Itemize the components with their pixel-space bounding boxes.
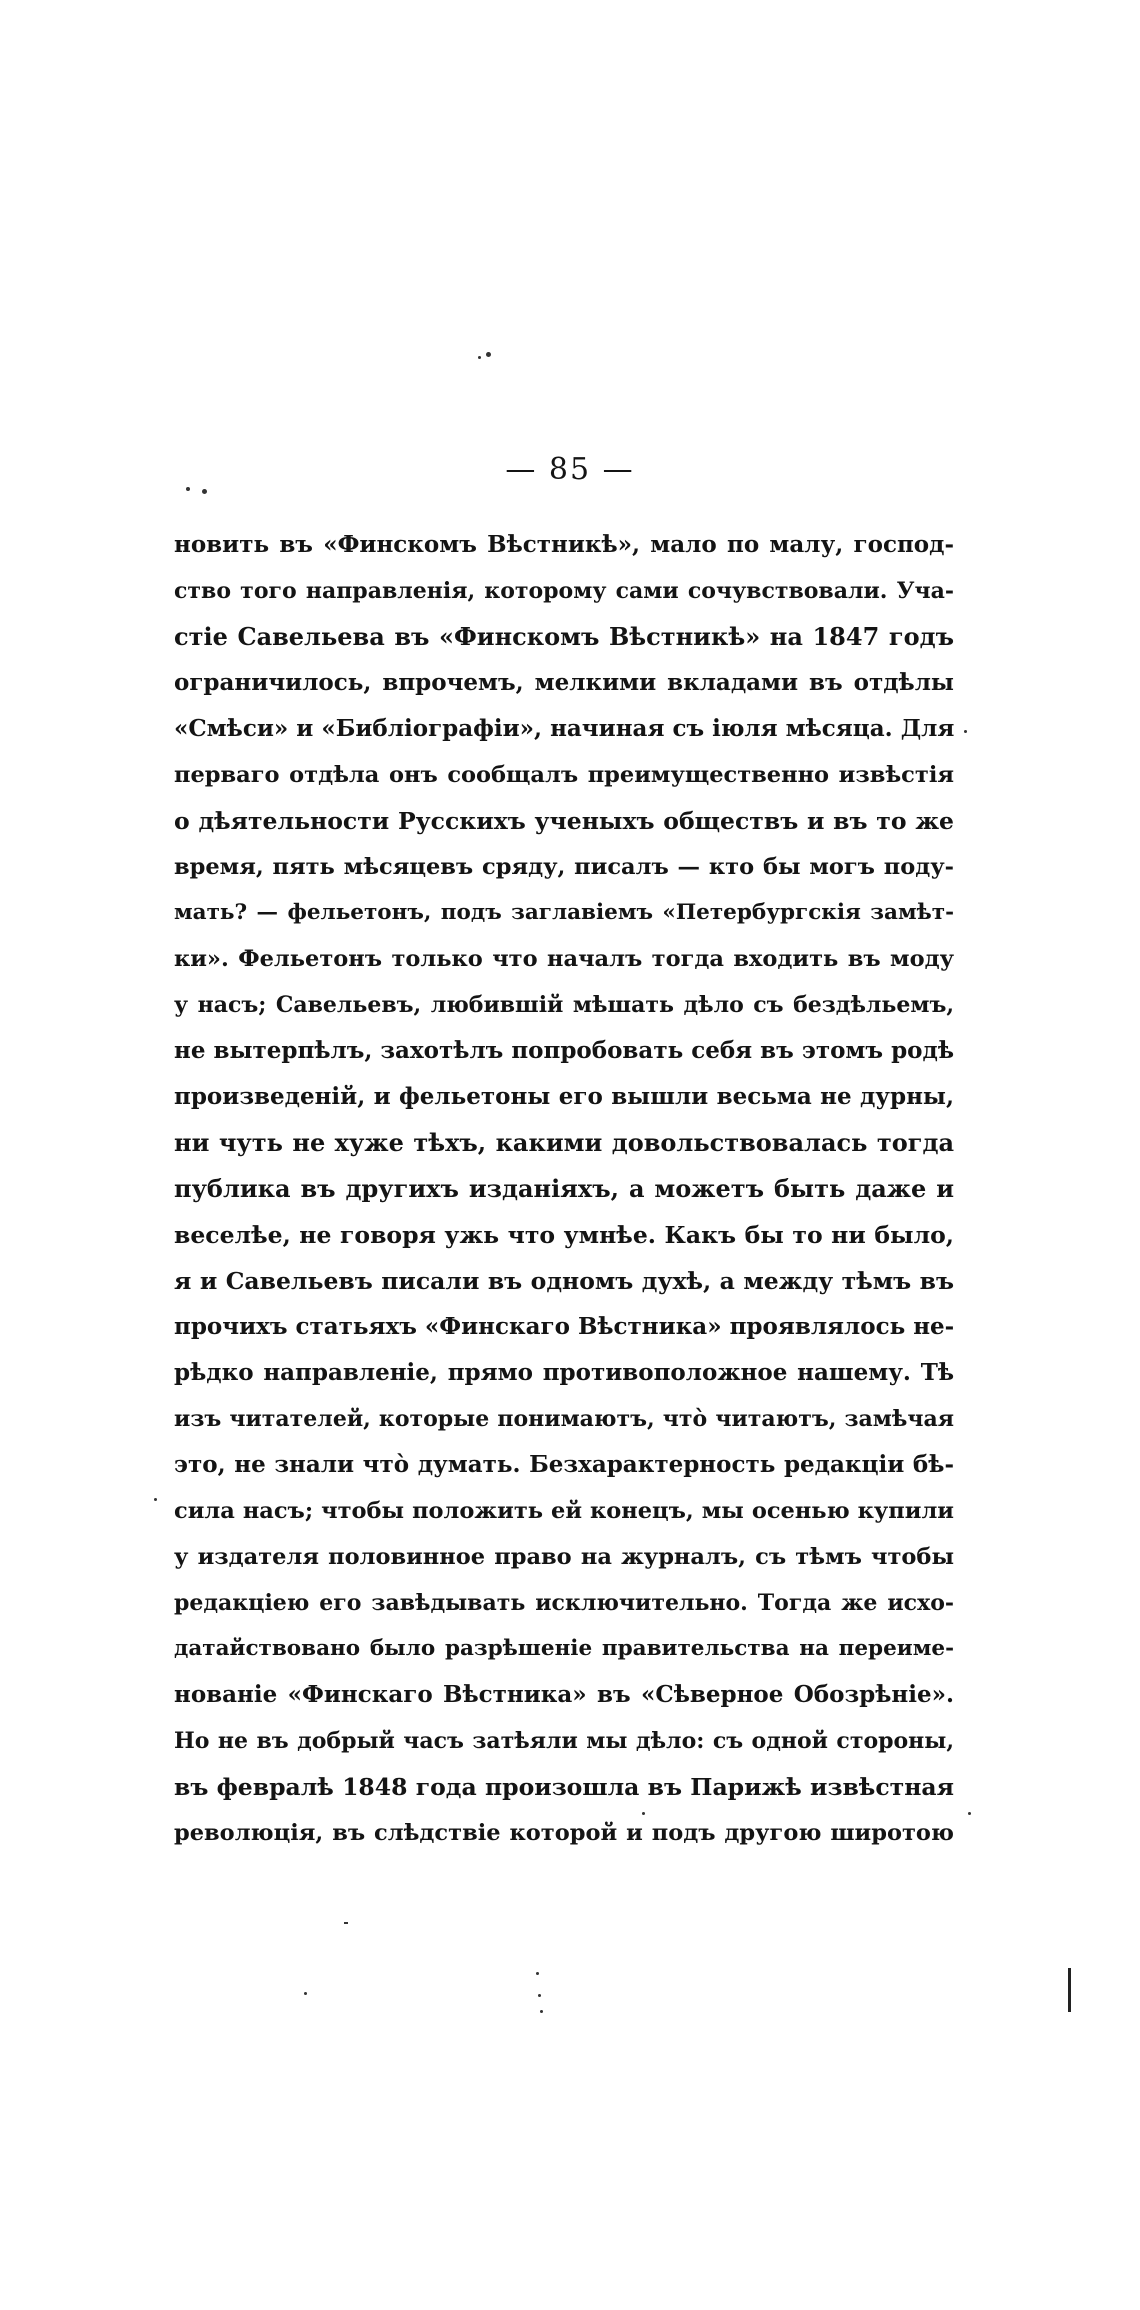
text-line: рѣдко направленіе, прямо противоположное нашему. Тѣ [174, 1359, 954, 1386]
scan-speck [968, 1812, 971, 1815]
text-line: произведеній, и фельетоны его вышли весьма не дурны, [174, 1083, 954, 1110]
text-line: Но не въ добрый часъ затѣяли мы дѣло: съ одной стороны, [174, 1728, 954, 1754]
text-line: «Смѣси» и «Библіографіи», начиная съ іюля мѣсяца. Для [174, 715, 954, 742]
text-line: въ февралѣ 1848 года произошла въ Парижѣ извѣстная [174, 1773, 954, 1801]
text-line: веселѣе, не говоря ужь что умнѣе. Какъ бы то ни было, [174, 1221, 954, 1249]
text-line: изъ читателей, которые понимаютъ, что̀ читаютъ, замѣчая [174, 1406, 954, 1432]
text-line: редакціею его завѣдывать исключительно. Тогда же исхо- [174, 1590, 954, 1616]
text-line: ограничилось, впрочемъ, мелкими вкладами въ отдѣлы [174, 669, 954, 696]
body-text [174, 522, 954, 1856]
text-line: публика въ другихъ изданіяхъ, а можетъ быть даже и [174, 1174, 954, 1203]
text-line: у насъ; Савельевъ, любившій мѣшать дѣло съ бездѣльемъ, [174, 992, 954, 1018]
text-line: я и Савельевъ писали въ одномъ духѣ, а между тѣмъ въ [174, 1267, 954, 1295]
text-line: новить въ «Финскомъ Вѣстникѣ», мало по малу, господ- [174, 531, 954, 558]
scan-speck [344, 1922, 348, 1924]
scan-margin-mark [1068, 1968, 1071, 2012]
scan-speck [540, 2010, 543, 2013]
page-number: — 85 — [505, 452, 635, 487]
scan-speck [964, 730, 967, 733]
text-line: стіе Савельева въ «Финскомъ Вѣстникѣ» на 1847 годъ [174, 622, 954, 651]
text-line: сила насъ; чтобы положить ей конецъ, мы осенью купили [174, 1498, 954, 1524]
scan-speck [202, 489, 207, 494]
text-line: датайствовано было разрѣшеніе правительства на переиме- [174, 1636, 954, 1661]
scan-speck [186, 487, 190, 491]
text-line: не вытерпѣлъ, захотѣлъ попробовать себя въ этомъ родѣ [174, 1037, 954, 1064]
text-line: ки». Фельетонъ только что началъ тогда входить въ моду [174, 946, 954, 972]
text-line: у издателя половинное право на журналъ, съ тѣмъ чтобы [174, 1544, 954, 1570]
scan-speck [304, 1992, 307, 1995]
text-line: это, не знали что̀ думать. Безхарактерность редакціи бѣ- [174, 1451, 954, 1478]
text-line: мать? — фельетонъ, подъ заглавіемъ «Петербургскія замѣт- [174, 900, 954, 925]
scan-speck [536, 1972, 539, 1975]
text-line: о дѣятельности Русскихъ ученыхъ обществъ и въ то же [174, 807, 954, 835]
text-line: нованіе «Финскаго Вѣстника» въ «Сѣверное Обозрѣніе». [174, 1681, 954, 1708]
text-line: прочихъ статьяхъ «Финскаго Вѣстника» проявлялось не- [174, 1313, 954, 1340]
text-line: перваго отдѣла онъ сообщалъ преимущественно извѣстія [174, 762, 954, 788]
scan-speck [486, 352, 491, 357]
scan-speck [478, 356, 481, 359]
scan-speck [538, 1994, 541, 1997]
text-line: ни чуть не хуже тѣхъ, какими довольствовалась тогда [174, 1128, 954, 1157]
text-line: революція, въ слѣдствіе которой и подъ другою широтою [174, 1820, 954, 1846]
text-line: время, пять мѣсяцевъ сряду, писалъ — кто бы могъ поду- [174, 854, 954, 880]
scan-speck [154, 1498, 157, 1501]
text-line: ство того направленія, которому сами сочувствовали. Уча- [174, 578, 954, 604]
